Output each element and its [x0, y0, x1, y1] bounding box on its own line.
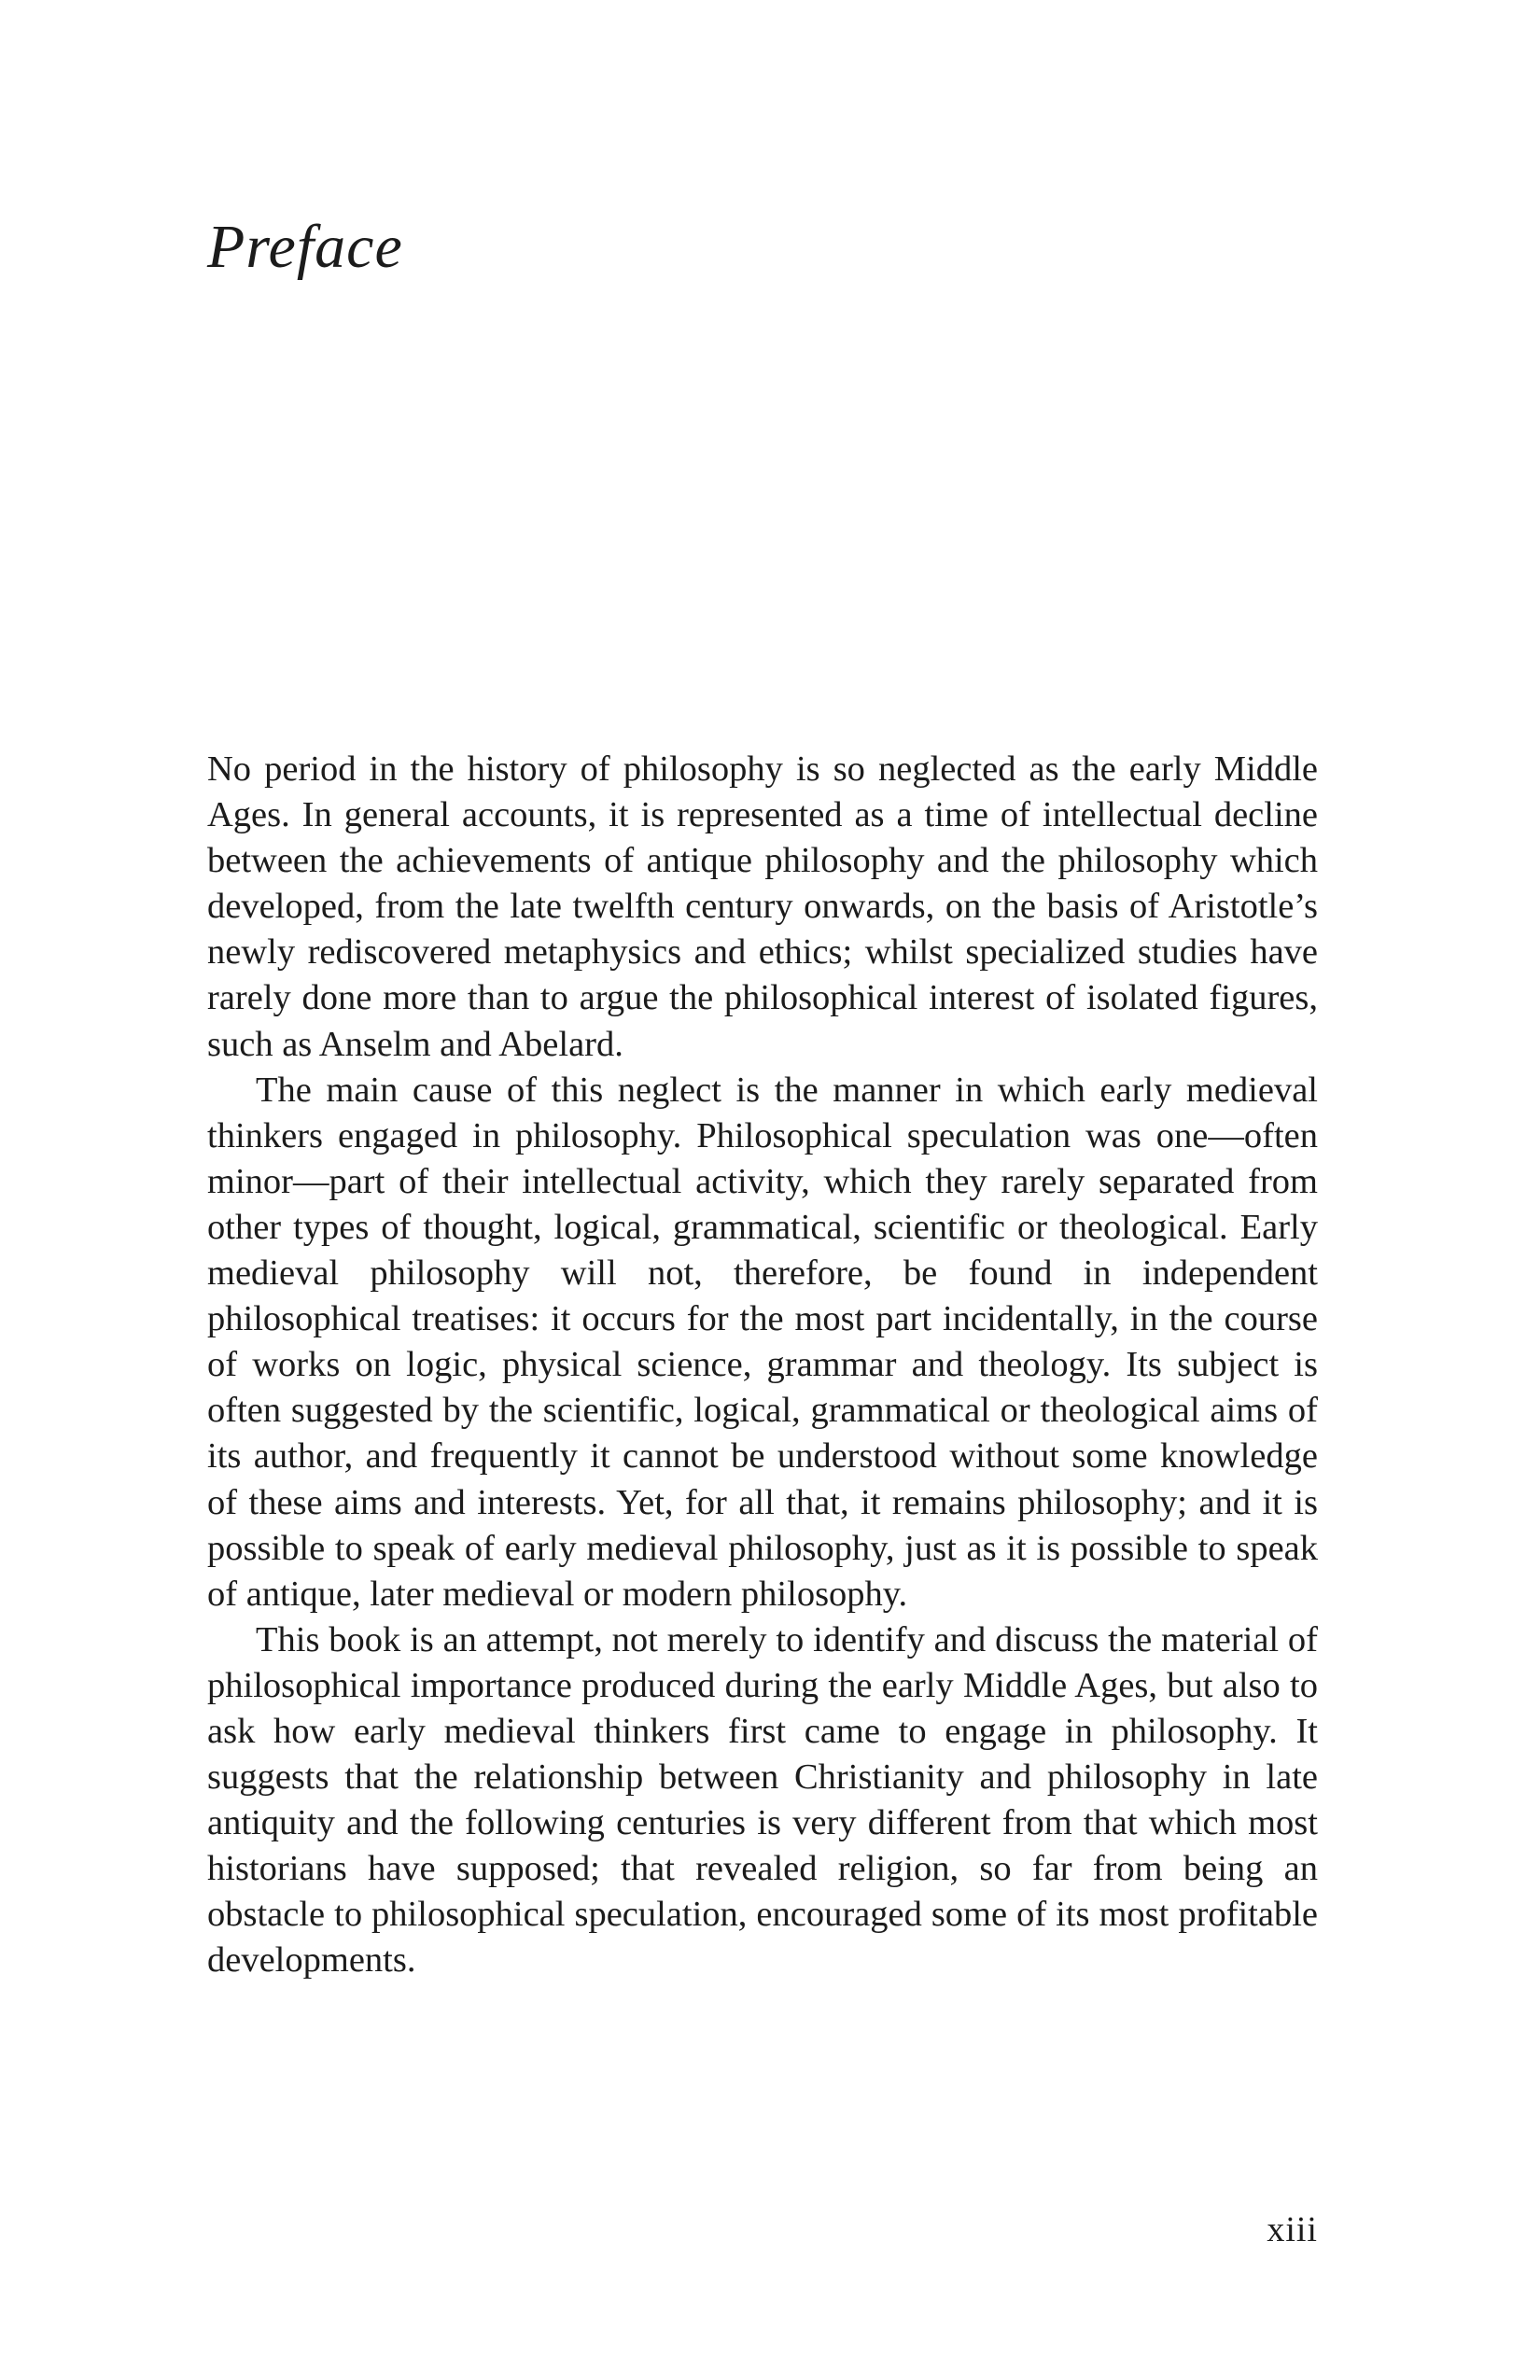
preface-body: [207, 747, 1318, 1984]
paragraph-2: The main cause of this neglect is the manner in which early medieval thinkers engaged in philosophy. Philosophical speculation was one—often minor—part of their intellectual activity, which they rarely separated from other types of thought, logical, grammatical, scientific or theological. Early medieval philosophy will not, therefore, be found in independent philosophical treatises: it occurs for the most part incidentally, in the course of works on logic, physical science, grammar and theology. Its subject is often suggested by the scientific, logical, grammatical or theological aims of its author, and frequently it cannot be understood without some knowledge of these aims and interests. Yet, for all that, it remains philosophy; and it is possible to speak of early medieval philosophy, just as it is possible to speak of antique, later medieval or modern philosophy.: [207, 1070, 1318, 1614]
page-number: xiii: [1267, 2210, 1318, 2249]
page-title: Preface: [207, 213, 403, 281]
paragraph-3: This book is an attempt, not merely to identify and discuss the material of philosophical importance produced during the early Middle Ages, but also to ask how early medieval thinkers first came to engage in philosophy. It suggests that the relationship between Christianity and philosophy in late antiquity and the following centuries is very different from that which most historians have supposed; that revealed religion, so far from being an obstacle to philosophical speculation, encouraged some of its most profitable developments.: [207, 1619, 1318, 1981]
paragraph-1: No period in the history of philosophy is so neglected as the early Middle Ages. In general accounts, it is represented as a time of intellectual decline between the achievements of antique philosophy and the philosophy which developed, from the late twelfth century onwards, on the basis of Aristotle’s newly rediscovered metaphysics and ethics; whilst specialized studies have rarely done more than to argue the philosophical interest of isolated figures, such as Anselm and Abelard.: [207, 749, 1318, 1064]
